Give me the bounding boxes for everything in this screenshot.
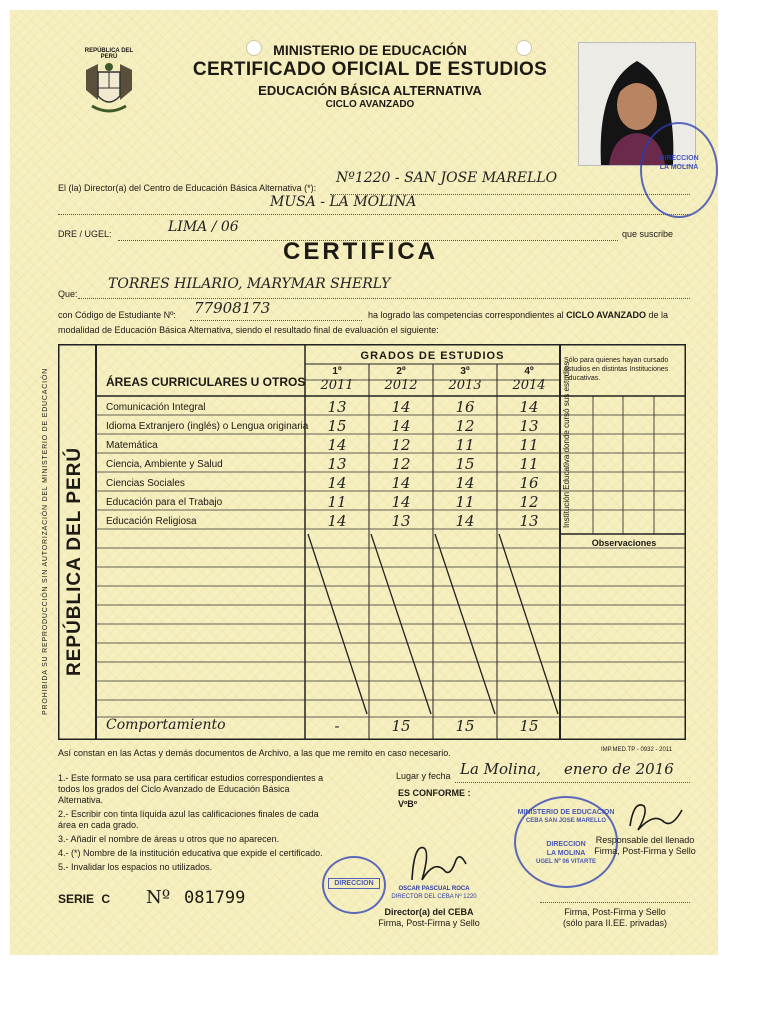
director-signature-sub: Firma, Post-Firma y Sello <box>378 918 480 928</box>
grade-header: 3º <box>460 366 470 377</box>
grade-year: 2014 <box>512 378 546 393</box>
areas-header: ÁREAS CURRICULARES U OTROS <box>106 375 306 389</box>
grade-year: 2012 <box>384 378 418 393</box>
document-title: CERTIFICADO OFICIAL DE ESTUDIOS <box>192 59 548 80</box>
private-sub: (sólo para II.EE. privadas) <box>562 918 668 928</box>
grade-score: 16 <box>455 398 475 416</box>
dre-suffix: que suscribe <box>622 229 674 239</box>
coat-of-arms-icon <box>78 60 140 118</box>
grade-header: 4º <box>524 366 534 377</box>
grade-score: 11 <box>455 436 475 454</box>
grade-score: 14 <box>391 493 411 511</box>
certifica-heading: CERTIFICA <box>283 238 438 265</box>
crest-label: REPÚBLICA DEL PERÚ <box>84 48 134 60</box>
grade-score: 12 <box>519 493 539 511</box>
responsible-sub: Firma, Post-Firma y Sello <box>594 846 696 856</box>
grade-score: 14 <box>455 474 475 492</box>
area-name: Educación para el Trabajo <box>106 497 223 508</box>
codigo-bold: CICLO AVANZADO <box>566 310 646 320</box>
behavior-label: Comportamiento <box>106 717 226 733</box>
grade-score: 13 <box>519 512 539 530</box>
responsible-signature-icon <box>624 796 690 840</box>
director-signature-label: Director(a) del CEBA <box>384 907 474 917</box>
direction-stamp: DIRECCION <box>322 856 386 914</box>
area-name: Educación Religiosa <box>106 516 197 527</box>
serie-label: SERIE <box>58 892 95 906</box>
grade-score: 13 <box>327 398 347 416</box>
date-value: enero de 2016 <box>564 760 674 778</box>
codigo-text-end: de la <box>648 310 669 320</box>
student-code: 77908173 <box>194 299 271 317</box>
serie-value: C <box>101 892 111 906</box>
instructions-list <box>58 773 328 873</box>
certificate-number <box>146 887 245 908</box>
grade-score: 12 <box>391 436 411 454</box>
grade-score: 12 <box>391 455 411 473</box>
grade-score: 13 <box>519 417 539 435</box>
grade-year: 2011 <box>320 378 354 393</box>
ministry-stamp: MINISTERIO DE EDUCACION CEBA SAN JOSE MARELLO DIRECCION LA MOLINA UGEL Nº 06 VITARTE <box>514 796 618 888</box>
national-crest <box>78 48 140 123</box>
codigo-label: con Código de Estudiante Nº: <box>58 310 176 320</box>
form-code: IMP.MED.TP - 0932 - 2011 <box>601 747 673 753</box>
director-name: OSCAR PASCUAL ROCA <box>398 886 470 892</box>
grade-score: 13 <box>391 512 411 530</box>
right-vertical-label: Institución Educativa donde cursó sus estudios <box>562 361 571 528</box>
place-value: La Molina, <box>460 760 542 778</box>
place-date-label: Lugar y fecha <box>396 771 451 781</box>
grade-score: 12 <box>455 417 475 435</box>
dre-label: DRE / UGEL: <box>58 229 112 239</box>
conforme-label: ES CONFORME : <box>398 788 471 798</box>
note-item: 2.- Escribir con tinta líquida azul las calificaciones finales de cada área en cada grado. <box>58 809 319 830</box>
header-block <box>150 42 590 110</box>
visto-bueno-label: VºBº <box>398 799 418 809</box>
note-item: 3.- Añadir el nombre de áreas u otros que no aparecen. <box>58 834 280 844</box>
number-label: Nº <box>146 887 171 908</box>
note-item: 5.- Invalidar los espacios no utilizados. <box>58 862 213 872</box>
archive-text: Así constan en las Actas y demás documentos de Archivo, a las que me remito en caso necesario. <box>58 748 451 758</box>
behavior-score: 15 <box>391 717 411 735</box>
cycle-label: CICLO AVANZADO <box>325 99 415 110</box>
grados-header: GRADOS DE ESTUDIOS <box>360 350 505 362</box>
director-role: DIRECTOR DEL CEBA Nº 1220 <box>391 894 477 900</box>
student-name: TORRES HILARIO, MARYMAR SHERLY <box>108 276 391 292</box>
responsible-label: Responsable del llenado <box>595 835 695 845</box>
grade-score: 14 <box>391 398 411 416</box>
grade-header: 1º <box>332 366 342 377</box>
note-item: 4.- (*) Nombre de la institución educativa que expide el certificado. <box>58 848 323 858</box>
behavior-score: 15 <box>455 717 475 735</box>
grade-score: 11 <box>455 493 475 511</box>
grade-score: 14 <box>327 474 347 492</box>
area-name: Matemática <box>106 440 158 451</box>
ministry-name: MINISTERIO DE EDUCACIÓN <box>273 42 467 58</box>
director-value: Nº1220 - SAN JOSE MARELLO <box>336 170 558 186</box>
area-name: Ciencias Sociales <box>106 478 185 489</box>
grade-score: 16 <box>519 474 539 492</box>
grade-score: 15 <box>327 417 347 435</box>
que-label: Que: <box>58 289 78 299</box>
grade-score: 15 <box>455 455 475 473</box>
grade-score: 14 <box>327 436 347 454</box>
table-side-label: REPÚBLICA DEL PERÚ <box>64 446 85 676</box>
grade-score: 13 <box>327 455 347 473</box>
document-subtitle: EDUCACIÓN BÁSICA ALTERNATIVA <box>258 83 482 98</box>
dre-value: LIMA / 06 <box>168 219 239 235</box>
grade-score: 11 <box>519 455 539 473</box>
grade-score: 11 <box>327 493 347 511</box>
number-value: 081799 <box>183 888 246 908</box>
grade-score: 14 <box>391 474 411 492</box>
director-label: El (la) Director(a) del Centro de Educación Básica Alternativa (*): <box>58 183 317 193</box>
area-name: Ciencia, Ambiente y Salud <box>106 459 223 470</box>
private-label: Firma, Post-Firma y Sello <box>564 907 666 917</box>
serie-block <box>58 892 110 906</box>
grade-score: 14 <box>327 512 347 530</box>
grade-year: 2013 <box>448 378 482 393</box>
grade-score: 11 <box>519 436 539 454</box>
grade-header: 2º <box>396 366 406 377</box>
right-note: Sólo para quienes hayan cursado estudios en distintas Instituciones Educativas. <box>564 357 669 382</box>
director-value-2: MUSA - LA MOLINA <box>270 194 417 210</box>
grade-score: 14 <box>455 512 475 530</box>
note-item: 1.- Este formato se usa para certificar estudios correspondientes a todos los grados del Ciclo Avanzado de Educación Básica Alternativa. <box>58 773 324 805</box>
observaciones-header: Observaciones <box>591 538 657 548</box>
grade-score: 14 <box>519 398 539 416</box>
school-stamp-top: DIRECCION LA MOLINA <box>640 122 718 218</box>
reproduction-warning: PROHIBIDA SU REPRODUCCIÓN SIN AUTORIZACIÓN DEL MINISTERIO DE EDUCACIÓN <box>42 368 49 715</box>
behavior-score: - <box>334 717 340 735</box>
behavior-score: 15 <box>519 717 539 735</box>
area-name: Comunicación Integral <box>106 402 206 413</box>
codigo-text: ha logrado las competencias correspondientes al <box>368 310 564 320</box>
grade-score: 14 <box>391 417 411 435</box>
area-name: Idioma Extranjero (inglés) o Lengua originaria <box>106 421 309 432</box>
codigo-text-line2: modalidad de Educación Básica Alternativa, siendo el resultado final de evaluación el siguiente: <box>58 325 439 335</box>
director-signature-icon <box>404 840 474 890</box>
